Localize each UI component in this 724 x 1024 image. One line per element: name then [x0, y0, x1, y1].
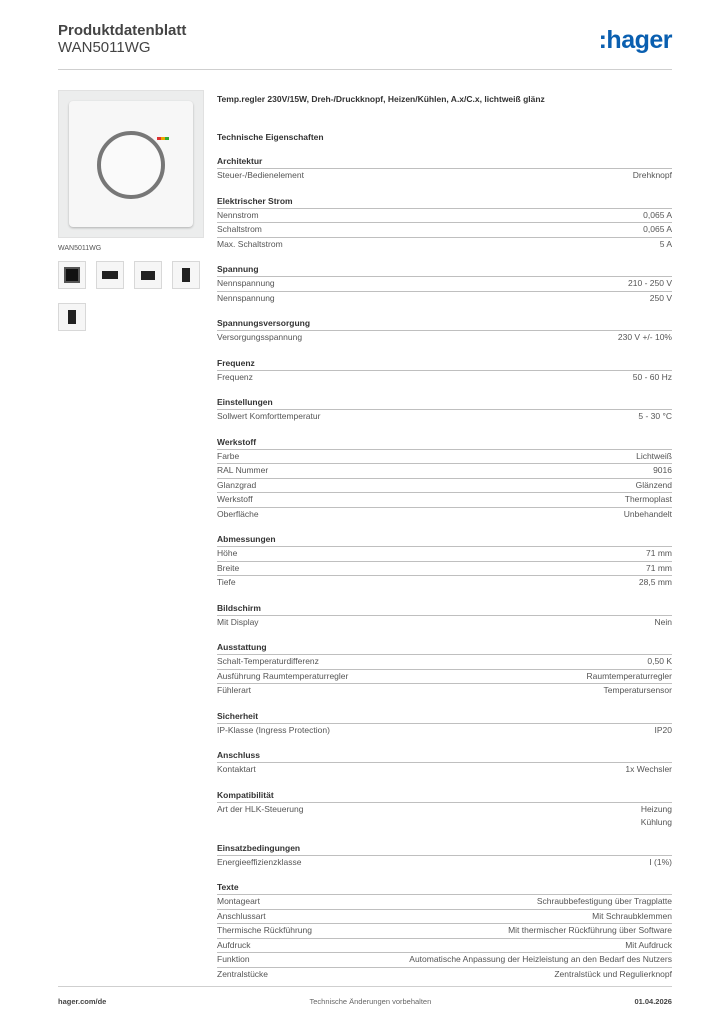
property-label: Sollwert Komforttemperatur: [217, 411, 321, 421]
property-label: Anschlussart: [217, 910, 266, 921]
property-section: [217, 710, 672, 738]
property-value: Mit Schraubklemmen: [592, 910, 672, 921]
property-row: [217, 546, 672, 561]
property-value: Thermoplast: [624, 494, 672, 504]
property-row: [217, 909, 672, 924]
image-caption: WAN5011WG: [58, 245, 102, 252]
property-value: 5 - 30 °C: [638, 411, 672, 421]
property-row: [217, 507, 672, 522]
property-label: Energieeffizienzklasse: [217, 856, 302, 867]
property-value: 0,50 K: [647, 656, 672, 666]
property-label: Schaltstrom: [217, 224, 262, 234]
property-label: Farbe: [217, 450, 240, 461]
section-title: Spannung: [217, 264, 259, 274]
property-row: [217, 762, 672, 777]
property-label: Steuer-/Bedienelement: [217, 170, 304, 180]
section-title: Frequenz: [217, 357, 255, 368]
property-label: Zentralstücke: [217, 968, 269, 979]
section-title: Ausstattung: [217, 642, 267, 652]
property-value: Mit Aufdruck: [625, 939, 672, 950]
property-label: Ausführung Raumtemperaturregler: [217, 670, 349, 681]
technical-properties-title: Technische Eigenschaften: [217, 132, 324, 142]
property-value: Mit thermischer Rückführung über Software: [508, 925, 672, 935]
property-value: 50 - 60 Hz: [632, 371, 672, 382]
property-label: RAL Nummer: [217, 465, 269, 475]
property-row: [217, 683, 672, 698]
product-number: WAN5011WG: [58, 39, 151, 56]
property-row: [217, 168, 672, 183]
section-title: Spannungsversorgung: [217, 318, 311, 328]
property-label: Mit Display: [217, 616, 259, 627]
property-label: Versorgungsspannung: [217, 332, 303, 342]
thumbnail-side-1[interactable]: [96, 261, 124, 289]
property-row: [217, 654, 672, 669]
property-value: 1x Wechsler: [625, 764, 672, 774]
property-label: Max. Schaltstrom: [217, 238, 283, 249]
section-title: Texte: [217, 882, 239, 892]
property-label: Schalt-Temperaturdifferenz: [217, 656, 319, 666]
section-title: Werkstoff: [217, 436, 257, 447]
thumbnail-gallery: [58, 261, 204, 331]
property-value: Temperatursensor: [603, 685, 672, 695]
property-row: [217, 463, 672, 478]
property-section: [217, 533, 672, 590]
property-section: [217, 263, 672, 305]
property-row: [217, 492, 672, 507]
property-row: [217, 276, 672, 291]
property-row: [217, 802, 672, 830]
footer-website[interactable]: hager.com/de: [58, 997, 107, 1006]
property-row: [217, 561, 672, 576]
property-section: [217, 155, 672, 183]
property-value: Zentralstück und Regulierknopf: [554, 968, 672, 979]
property-row: [217, 938, 672, 953]
property-row: [217, 449, 672, 464]
property-label: Tiefe: [217, 577, 236, 587]
property-label: IP-Klasse (Ingress Protection): [217, 724, 330, 735]
property-label: Aufdruck: [217, 939, 251, 950]
property-section: [217, 881, 672, 981]
thumbnail-back[interactable]: [172, 261, 200, 289]
property-value: I (1%): [649, 856, 672, 867]
status-led-icon: [157, 137, 169, 140]
property-value: 28,5 mm: [638, 577, 672, 587]
hager-logo: :hager: [598, 26, 672, 54]
property-label: Fühlerart: [217, 685, 252, 695]
property-value: Schraubbefestigung über Tragplatte: [536, 896, 672, 906]
thermostat-dial: [97, 131, 165, 199]
section-title: Architektur: [217, 156, 263, 166]
property-label: Kontaktart: [217, 764, 256, 774]
property-value: 0,065 A: [643, 209, 672, 220]
property-section: [217, 317, 672, 345]
section-title: Einsatzbedingungen: [217, 842, 301, 853]
cover-plate: [69, 101, 193, 227]
property-row: [217, 208, 672, 223]
property-label: Montageart: [217, 896, 260, 906]
property-value: 210 - 250 V: [628, 278, 672, 288]
property-section: [217, 641, 672, 698]
property-row: [217, 923, 672, 938]
property-value: Glänzend: [635, 479, 672, 490]
section-title: Bildschirm: [217, 602, 261, 613]
property-sections: [217, 155, 672, 981]
property-row: [217, 967, 672, 982]
document-title: Produktdatenblatt: [58, 22, 187, 39]
property-label: Frequenz: [217, 371, 253, 382]
property-row: [217, 370, 672, 385]
section-title: Abmessungen: [217, 534, 276, 544]
property-section: [217, 195, 672, 252]
property-section: [217, 842, 672, 870]
property-value: Heizung Kühlung: [640, 803, 672, 827]
property-label: Werkstoff: [217, 494, 253, 504]
section-title: Elektrischer Strom: [217, 195, 293, 206]
property-section: [217, 789, 672, 830]
property-row: [217, 723, 672, 738]
page-footer: [58, 986, 672, 1006]
property-row: [217, 237, 672, 252]
property-value: 0,065 A: [643, 224, 672, 234]
property-label: Art der HLK-Steuerung: [217, 803, 304, 814]
property-value: 9016: [653, 465, 672, 475]
property-label: Nennspannung: [217, 292, 275, 303]
property-value: 71 mm: [646, 548, 672, 558]
property-row: [217, 575, 672, 590]
product-media: [58, 90, 204, 331]
property-value: 5 A: [659, 238, 672, 249]
property-value: 71 mm: [646, 562, 672, 573]
thumbnail-front[interactable]: [58, 261, 86, 289]
property-row: [217, 478, 672, 493]
property-row: [217, 330, 672, 345]
property-value: 230 V +/- 10%: [617, 332, 672, 342]
property-row: [217, 952, 672, 967]
property-value: IP20: [654, 724, 672, 735]
thumbnail-side-2[interactable]: [134, 261, 162, 289]
product-description: Temp.regler 230V/15W, Dreh-/Druckknopf, Heizen/Kühlen, A.x/C.x, lichtweiß glänz: [217, 94, 545, 104]
property-row: [217, 669, 672, 684]
page-header: [58, 22, 672, 70]
property-value: Drehknopf: [632, 170, 672, 180]
property-value: Nein: [654, 616, 672, 627]
property-value: Raumtemperaturregler: [586, 670, 672, 681]
property-section: [217, 749, 672, 777]
property-value: Automatische Anpassung der Heizleistung an den Bedarf des Nutzers: [409, 954, 672, 964]
property-label: Funktion: [217, 954, 250, 964]
property-section: [217, 396, 672, 424]
datasheet-content: [217, 93, 672, 981]
property-row: [217, 615, 672, 630]
property-label: Glanzgrad: [217, 479, 257, 490]
section-title: Einstellungen: [217, 397, 273, 407]
property-section: [217, 602, 672, 630]
property-row: [217, 409, 672, 424]
property-value: 250 V: [649, 292, 672, 303]
property-row: [217, 291, 672, 306]
property-label: Thermische Rückführung: [217, 925, 312, 935]
property-label: Nennstrom: [217, 209, 259, 220]
property-label: Höhe: [217, 548, 238, 558]
section-title: Sicherheit: [217, 710, 259, 721]
product-image[interactable]: [58, 90, 204, 238]
property-value: Lichtweiß: [636, 450, 672, 461]
section-title: Anschluss: [217, 750, 260, 760]
thumbnail-rear[interactable]: [58, 303, 86, 331]
property-row: [217, 894, 672, 909]
property-section: [217, 357, 672, 385]
property-row: [217, 222, 672, 237]
property-label: Breite: [217, 562, 240, 573]
property-label: Nennspannung: [217, 278, 275, 288]
property-label: Oberfläche: [217, 508, 259, 519]
footer-date: 01.04.2026: [634, 997, 672, 1006]
property-value: Unbehandelt: [623, 508, 672, 519]
section-title: Kompatibilität: [217, 789, 274, 800]
property-section: [217, 436, 672, 522]
footer-disclaimer: Technische Änderungen vorbehalten: [309, 997, 432, 1006]
property-row: [217, 855, 672, 870]
